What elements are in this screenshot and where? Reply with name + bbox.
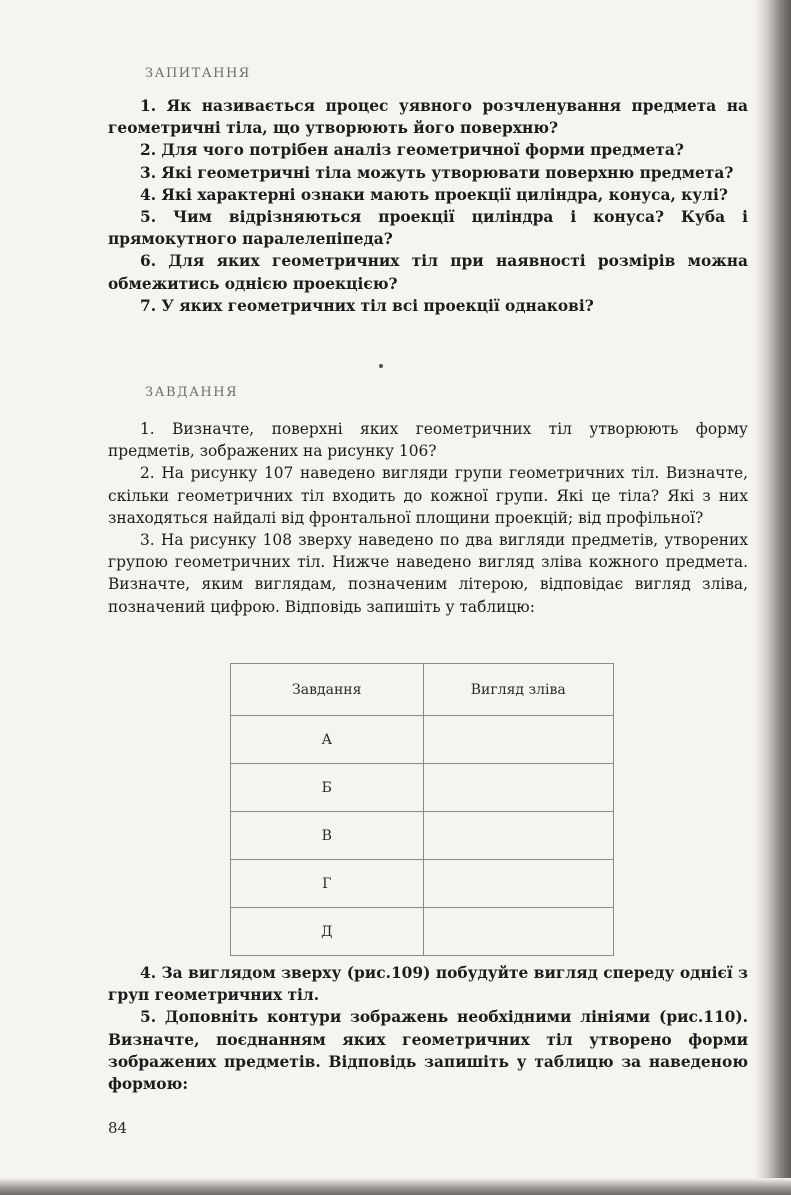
table-header-left-view: Вигляд зліва — [423, 664, 613, 716]
task-item: 2. На рисунку 107 наведено вигляди групи геометричних тіл. Визначте, скільки геометричних тіл входить до кожної групи. Які це тіла? Які з них знаходяться найдалі від фронтальної площини проекцій; від профільної? — [108, 464, 748, 527]
table-row — [231, 716, 614, 764]
tasks-list-bottom — [108, 962, 748, 1095]
table-cell-answer — [423, 812, 613, 860]
table-cell-answer — [423, 764, 613, 812]
questions-list — [108, 95, 748, 317]
question-item: 4. Які характерні ознаки мають проекції циліндра, конуса, кулі? — [140, 185, 728, 204]
page-bottom-shadow — [0, 1178, 791, 1195]
table-cell-answer — [423, 860, 613, 908]
table-row — [231, 908, 614, 956]
question-item: 3. Які геометричні тіла можуть утворювати поверхню предмета? — [140, 163, 734, 182]
table-header-row — [231, 664, 614, 716]
question-item: 7. У яких геометричних тіл всі проекції однакові? — [140, 296, 594, 315]
page-number: 84 — [108, 1119, 128, 1137]
table-cell-task: В — [231, 812, 424, 860]
answer-table — [230, 663, 614, 956]
book-spine-shadow — [755, 0, 791, 1195]
table-row — [231, 812, 614, 860]
table-cell-task: А — [231, 716, 424, 764]
table-row — [231, 860, 614, 908]
stray-dot — [379, 364, 383, 368]
table-row — [231, 764, 614, 812]
table-cell-task: Б — [231, 764, 424, 812]
question-item: 1. Як називається процес уявного розчленування предмета на геометричні тіла, що утворюють його поверхню? — [108, 97, 748, 138]
questions-heading: ЗАПИТАННЯ — [145, 66, 251, 81]
question-item: 6. Для яких геометричних тіл при наявності розмірів можна обмежитись однією проекцією? — [108, 252, 748, 293]
task-item: 4. За виглядом зверху (рис.109) побудуйте вигляд спереду однієї з груп геометричних тіл. — [108, 964, 748, 1005]
task-item: 1. Визначте, поверхні яких геометричних тіл утворюють форму предметів, зображених на рисунку 106? — [108, 420, 748, 461]
question-item: 2. Для чого потрібен аналіз геометричної форми предмета? — [140, 141, 684, 160]
task-item: 5. Доповніть контури зображень необхідними лініями (рис.110). Визначте, поєднанням яких геометричних тіл утворено форми зображених предметів. Відповідь запишіть у таблицю за наведеною формою: — [108, 1008, 748, 1094]
tasks-heading: ЗАВДАННЯ — [145, 385, 239, 400]
question-item: 5. Чим відрізняються проекції циліндра і конуса? Куба і прямокутного паралелепіпеда? — [108, 208, 748, 249]
table-header-task: Завдання — [231, 664, 424, 716]
table-cell-task: Д — [231, 908, 424, 956]
task-item: 3. На рисунку 108 зверху наведено по два вигляди предметів, утворених групою геометричних тіл. Нижче наведено вигляд зліва кожного предмета. Визначте, яким виглядам, позначеним літерою, відповідає вигляд зліва, позначений цифрою. Відповідь запишіть у таблицю: — [108, 531, 748, 616]
table-cell-task: Г — [231, 860, 424, 908]
table-cell-answer — [423, 716, 613, 764]
tasks-list-top — [108, 418, 748, 618]
table-cell-answer — [423, 908, 613, 956]
